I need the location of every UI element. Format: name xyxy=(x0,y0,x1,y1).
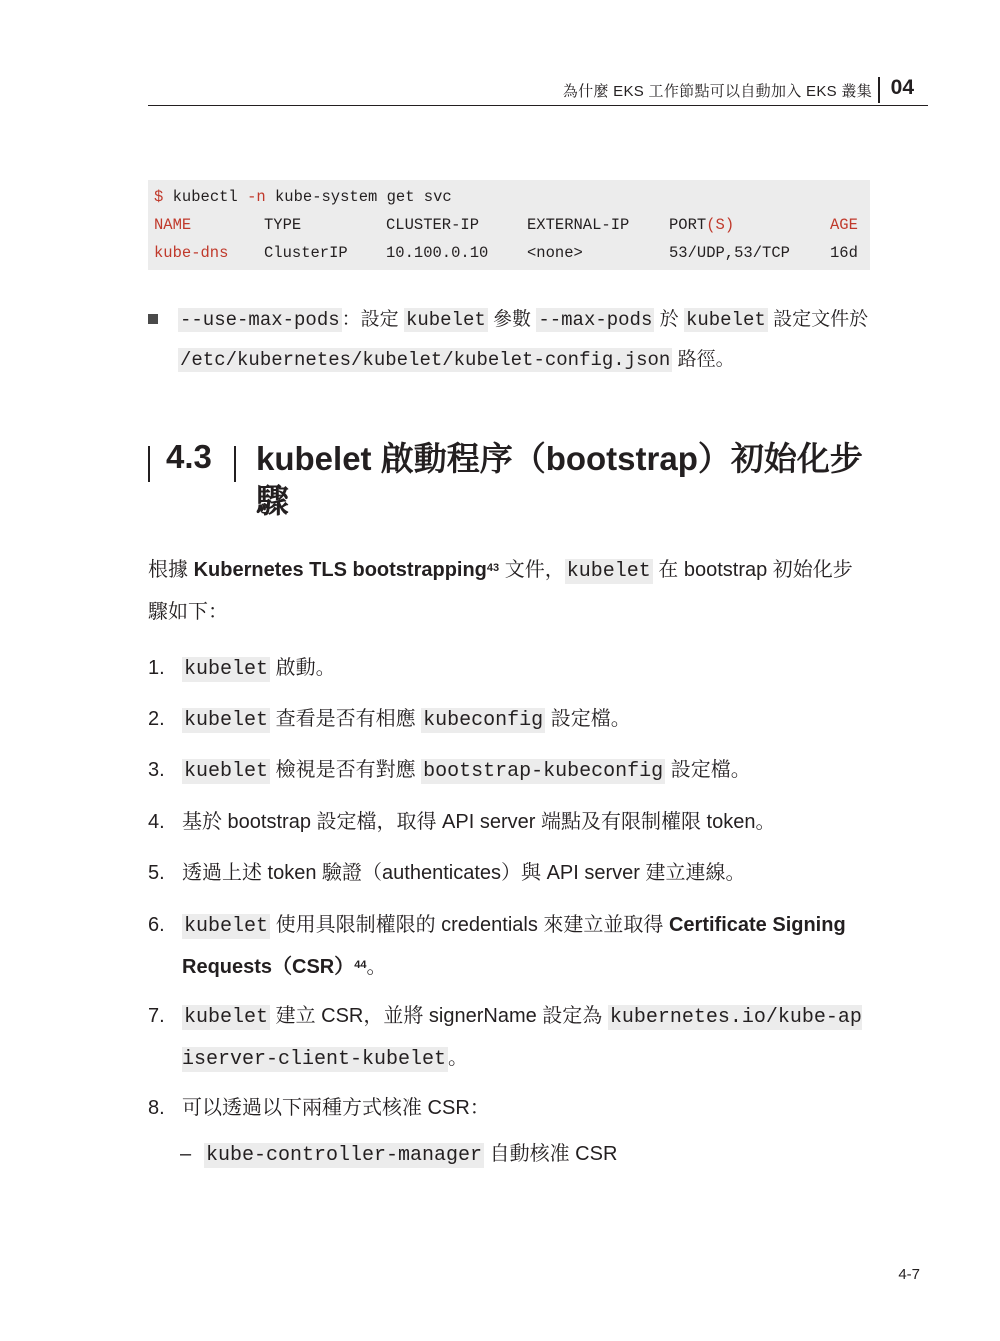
code-use-max-pods: --use-max-pods xyxy=(180,309,340,331)
running-header xyxy=(148,76,928,106)
list-item xyxy=(148,750,870,792)
section-title: kubelet 啟動程序（bootstrap）初始化步驟 xyxy=(256,440,863,519)
text: 。 xyxy=(366,956,387,978)
text: 建立 CSR，並將 signerName 設定為 xyxy=(275,1005,603,1027)
cell-external-ip: <none> xyxy=(527,244,583,262)
item-number: 6. xyxy=(148,914,165,936)
item-number: 1. xyxy=(148,657,165,679)
text: 設定文件於 xyxy=(773,309,869,330)
text: 參數 xyxy=(493,309,532,330)
item-number: 7. xyxy=(148,1005,165,1027)
col-cluster-ip: CLUSTER-IP xyxy=(386,216,480,234)
bullet-item xyxy=(148,300,870,380)
code-signer-name: kubernetes.io/kube-apiserver-client-kubelet xyxy=(182,1006,862,1071)
text: 查看是否有相應 xyxy=(275,708,416,730)
col-type: TYPE xyxy=(264,216,302,234)
text: 檢視是否有對應 xyxy=(275,759,416,781)
heading-bar xyxy=(234,446,236,482)
code-bootstrap-kubeconfig: bootstrap-kubeconfig xyxy=(423,760,664,783)
code-max-pods: --max-pods xyxy=(538,309,653,331)
dash-marker: – xyxy=(180,1143,192,1165)
code-kubelet: kubelet xyxy=(184,658,269,681)
running-title: 為什麼 EKS 工作節點可以自動加入 EKS 叢集 xyxy=(562,83,872,100)
code-kubeconfig: kubeconfig xyxy=(423,709,544,732)
list-item xyxy=(148,648,870,690)
item-number: 5. xyxy=(148,862,165,884)
text: 透過上述 token 驗證（authenticates）與 API server 建立連線。 xyxy=(182,862,746,884)
list-item xyxy=(148,996,870,1080)
sub-list-item xyxy=(180,1134,617,1176)
code-kubelet: kubelet xyxy=(184,709,269,732)
text: 在 bootstrap 初始化步驟如下： xyxy=(148,559,853,623)
code-kubelet: kubelet xyxy=(405,309,486,331)
list-item xyxy=(148,1088,870,1128)
text: 使用具限制權限的 credentials 來建立並取得 xyxy=(275,914,664,936)
text: 設定檔。 xyxy=(550,708,631,730)
item-number: 4. xyxy=(148,811,165,833)
text: ：設定 xyxy=(341,309,399,330)
cell-port: 53/UDP,53/TCP xyxy=(669,244,790,262)
text: 自動核准 CSR xyxy=(489,1143,618,1165)
tls-bootstrapping-term: Kubernetes TLS bootstrapping xyxy=(193,559,487,581)
list-item xyxy=(148,905,870,987)
code-kubelet: kubelet xyxy=(685,309,766,331)
code-kubelet: kubelet xyxy=(184,1006,269,1029)
code-config-path: /etc/kubernetes/kubelet/kubelet-config.json xyxy=(180,349,671,371)
item-number: 2. xyxy=(148,708,165,730)
heading-bar xyxy=(148,446,150,482)
cell-type: ClusterIP xyxy=(264,244,348,262)
cell-cluster-ip: 10.100.0.10 xyxy=(386,244,489,262)
text: 啟動。 xyxy=(275,657,336,679)
text: 根據 xyxy=(148,559,188,581)
col-port: PORT(S) xyxy=(669,216,735,234)
text: 文件， xyxy=(504,559,565,581)
page-number: 4-7 xyxy=(898,1266,920,1283)
col-age: AGE xyxy=(830,216,858,234)
section-number: 4.3 xyxy=(166,438,212,475)
list-item xyxy=(148,699,870,741)
text: 基於 bootstrap 設定檔，取得 API server 端點及有限制權限 token。 xyxy=(182,811,776,833)
terminal-header-row xyxy=(154,214,866,236)
code-kubelet: kubelet xyxy=(184,915,269,938)
text: 路徑。 xyxy=(677,349,735,370)
list-item xyxy=(148,802,870,842)
text: 。 xyxy=(448,1047,469,1069)
code-kubelet: kubelet xyxy=(566,560,651,583)
square-bullet-icon xyxy=(148,314,158,324)
command-args: kube-system get svc xyxy=(274,188,452,206)
text: 於 xyxy=(659,309,679,330)
command-flag: -n xyxy=(247,188,266,206)
text: 設定檔。 xyxy=(670,759,751,781)
terminal-data-row xyxy=(154,242,866,264)
col-external-ip: EXTERNAL-IP xyxy=(527,216,630,234)
item-number: 3. xyxy=(148,759,165,781)
cell-name: kube-dns xyxy=(154,244,229,262)
chapter-number: 04 xyxy=(890,76,914,99)
csr-term: Certificate Signing Requests（CSR） xyxy=(182,914,846,978)
chapter-divider xyxy=(878,77,880,103)
text: 可以透過以下兩種方式核准 CSR： xyxy=(182,1097,490,1119)
col-name: NAME xyxy=(154,216,192,234)
prompt-symbol: $ xyxy=(154,188,164,206)
item-number: 8. xyxy=(148,1097,165,1119)
bullet-text xyxy=(178,300,870,380)
code-kueblet: kueblet xyxy=(184,760,269,783)
terminal-command-line xyxy=(154,186,452,208)
command-name: kubectl xyxy=(172,188,238,206)
list-item xyxy=(148,853,870,893)
code-kube-controller-manager: kube-controller-manager xyxy=(206,1144,483,1167)
terminal-block xyxy=(148,180,870,270)
intro-paragraph xyxy=(148,550,870,632)
footnote-ref: 44 xyxy=(354,959,367,971)
cell-age: 16d xyxy=(830,244,858,262)
footnote-ref: 43 xyxy=(486,562,500,574)
